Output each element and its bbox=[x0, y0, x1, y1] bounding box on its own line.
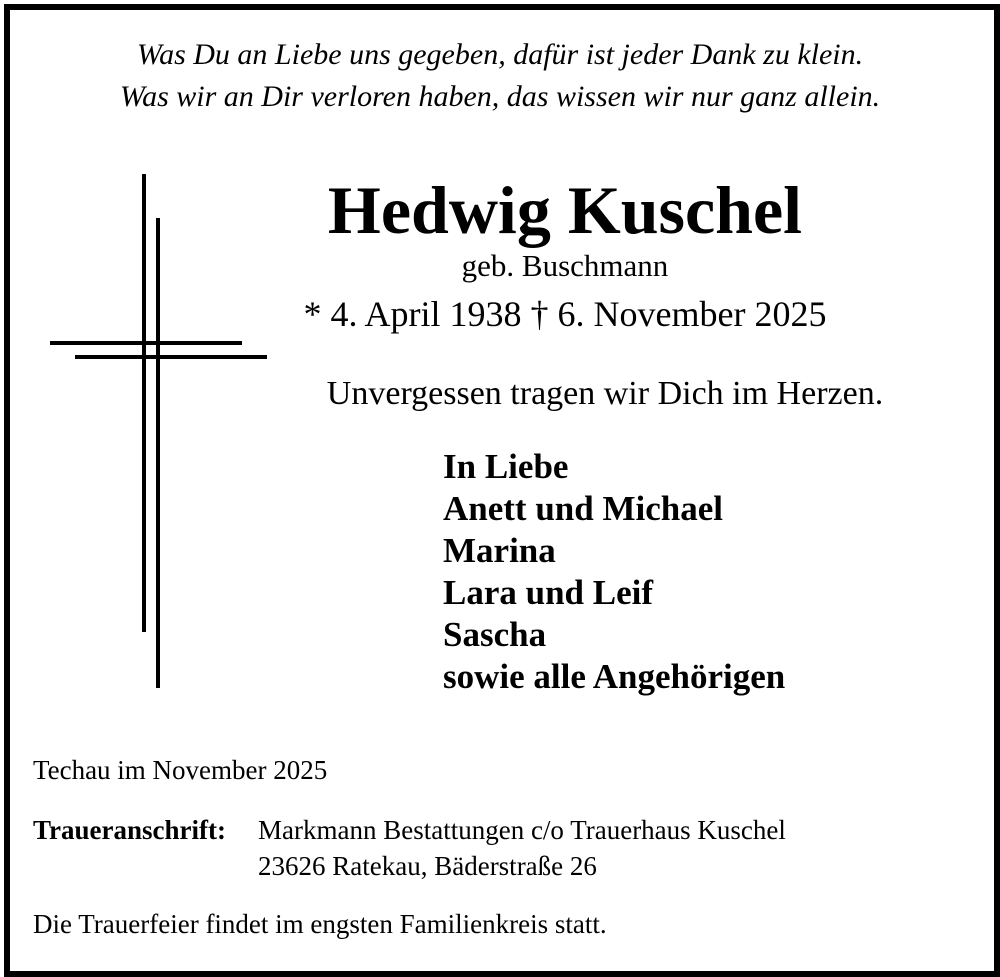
family-line: Lara und Leif bbox=[443, 573, 654, 612]
family-line: Anett und Michael bbox=[443, 489, 723, 528]
poem-line-1: Was Du an Liebe uns gegeben, dafür ist jeder Dank zu klein. bbox=[136, 38, 864, 71]
funeral-note: Die Trauerfeier findet im engsten Familienkreis statt. bbox=[33, 909, 607, 939]
family-signatures bbox=[443, 446, 785, 698]
poem-line-2: Was wir an Dir verloren haben, das wissen wir nur ganz allein. bbox=[119, 80, 881, 113]
family-line: Sascha bbox=[443, 615, 547, 654]
memorial-motto: Unvergessen tragen wir Dich im Herzen. bbox=[326, 375, 884, 412]
family-line: sowie alle Angehörigen bbox=[443, 657, 786, 696]
address-label: Traueranschrift: bbox=[33, 815, 226, 845]
life-dates: * 4. April 1938 † 6. November 2025 bbox=[303, 294, 827, 334]
address-line-1: Markmann Bestattungen c/o Trauerhaus Kuschel bbox=[258, 815, 786, 845]
family-line: Marina bbox=[443, 531, 556, 570]
place-date: Techau im November 2025 bbox=[33, 755, 328, 785]
address-line-2: 23626 Ratekau, Bäderstraße 26 bbox=[258, 851, 597, 881]
deceased-name: Hedwig Kuschel bbox=[327, 172, 803, 248]
family-line: In Liebe bbox=[443, 447, 569, 486]
birth-name: geb. Buschmann bbox=[461, 248, 669, 283]
